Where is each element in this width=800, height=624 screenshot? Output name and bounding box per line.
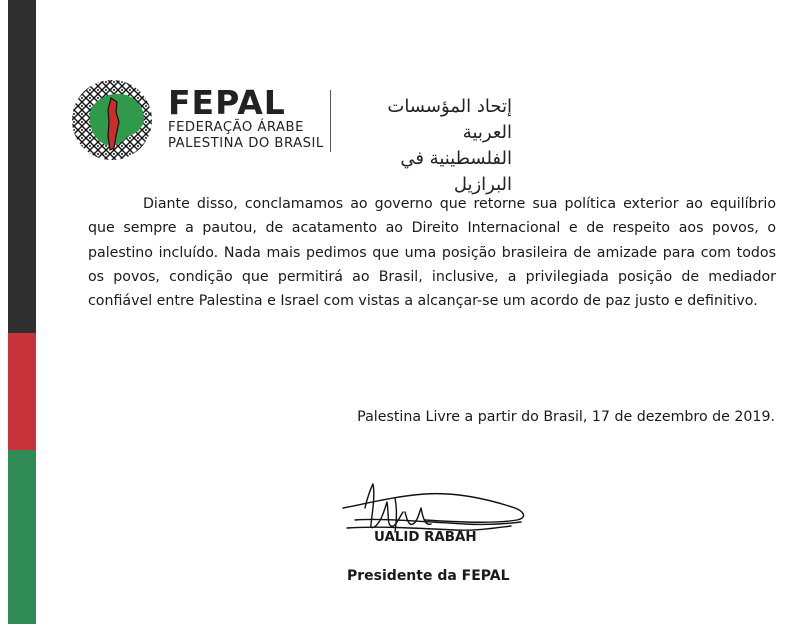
letter-body-paragraph: Diante disso, conclamamos ao governo que retorne sua política exterior ao equilíbrio que sempre a pautou, de acatamento ao Direito Internacional e de respeito aos povos, o palestino incluído. Nada mais pedimos que uma posição brasileira de amizade para com todos os povos, condição que permitirá ao Brasil, inclusive, a privilegiada posição de mediador confiável entre Palestina e Israel com vistas a alcançar-se um acordo de paz justo e definitivo. xyxy=(88,196,776,310)
header-divider xyxy=(330,90,331,152)
brand-block xyxy=(168,83,324,152)
brand-subtitle-line2: PALESTINA DO BRASIL xyxy=(168,136,324,151)
side-bar-red-segment xyxy=(8,333,36,450)
letter-closing-date: Palestina Livre a partir do Brasil, 17 de dezembro de 2019. xyxy=(357,409,775,425)
brand-arabic-line1: إتحاد المؤسسات العربية xyxy=(387,96,512,143)
brand-arabic-line2: الفلسطينية في البرازيل xyxy=(400,148,512,195)
side-bar-green-segment xyxy=(8,450,36,624)
brand-name: FEPAL xyxy=(168,83,286,122)
brand-subtitle-line1: FEDERAÇÃO ÁRABE xyxy=(168,120,304,135)
signer-title: Presidente da FEPAL xyxy=(347,568,510,584)
letterhead xyxy=(70,78,530,195)
brand-arabic-name xyxy=(342,94,512,198)
side-color-bar xyxy=(8,0,36,624)
signer-name: UALID RABAH xyxy=(374,530,477,545)
fepal-logo-icon xyxy=(70,78,154,162)
side-bar-black-segment xyxy=(8,0,36,333)
